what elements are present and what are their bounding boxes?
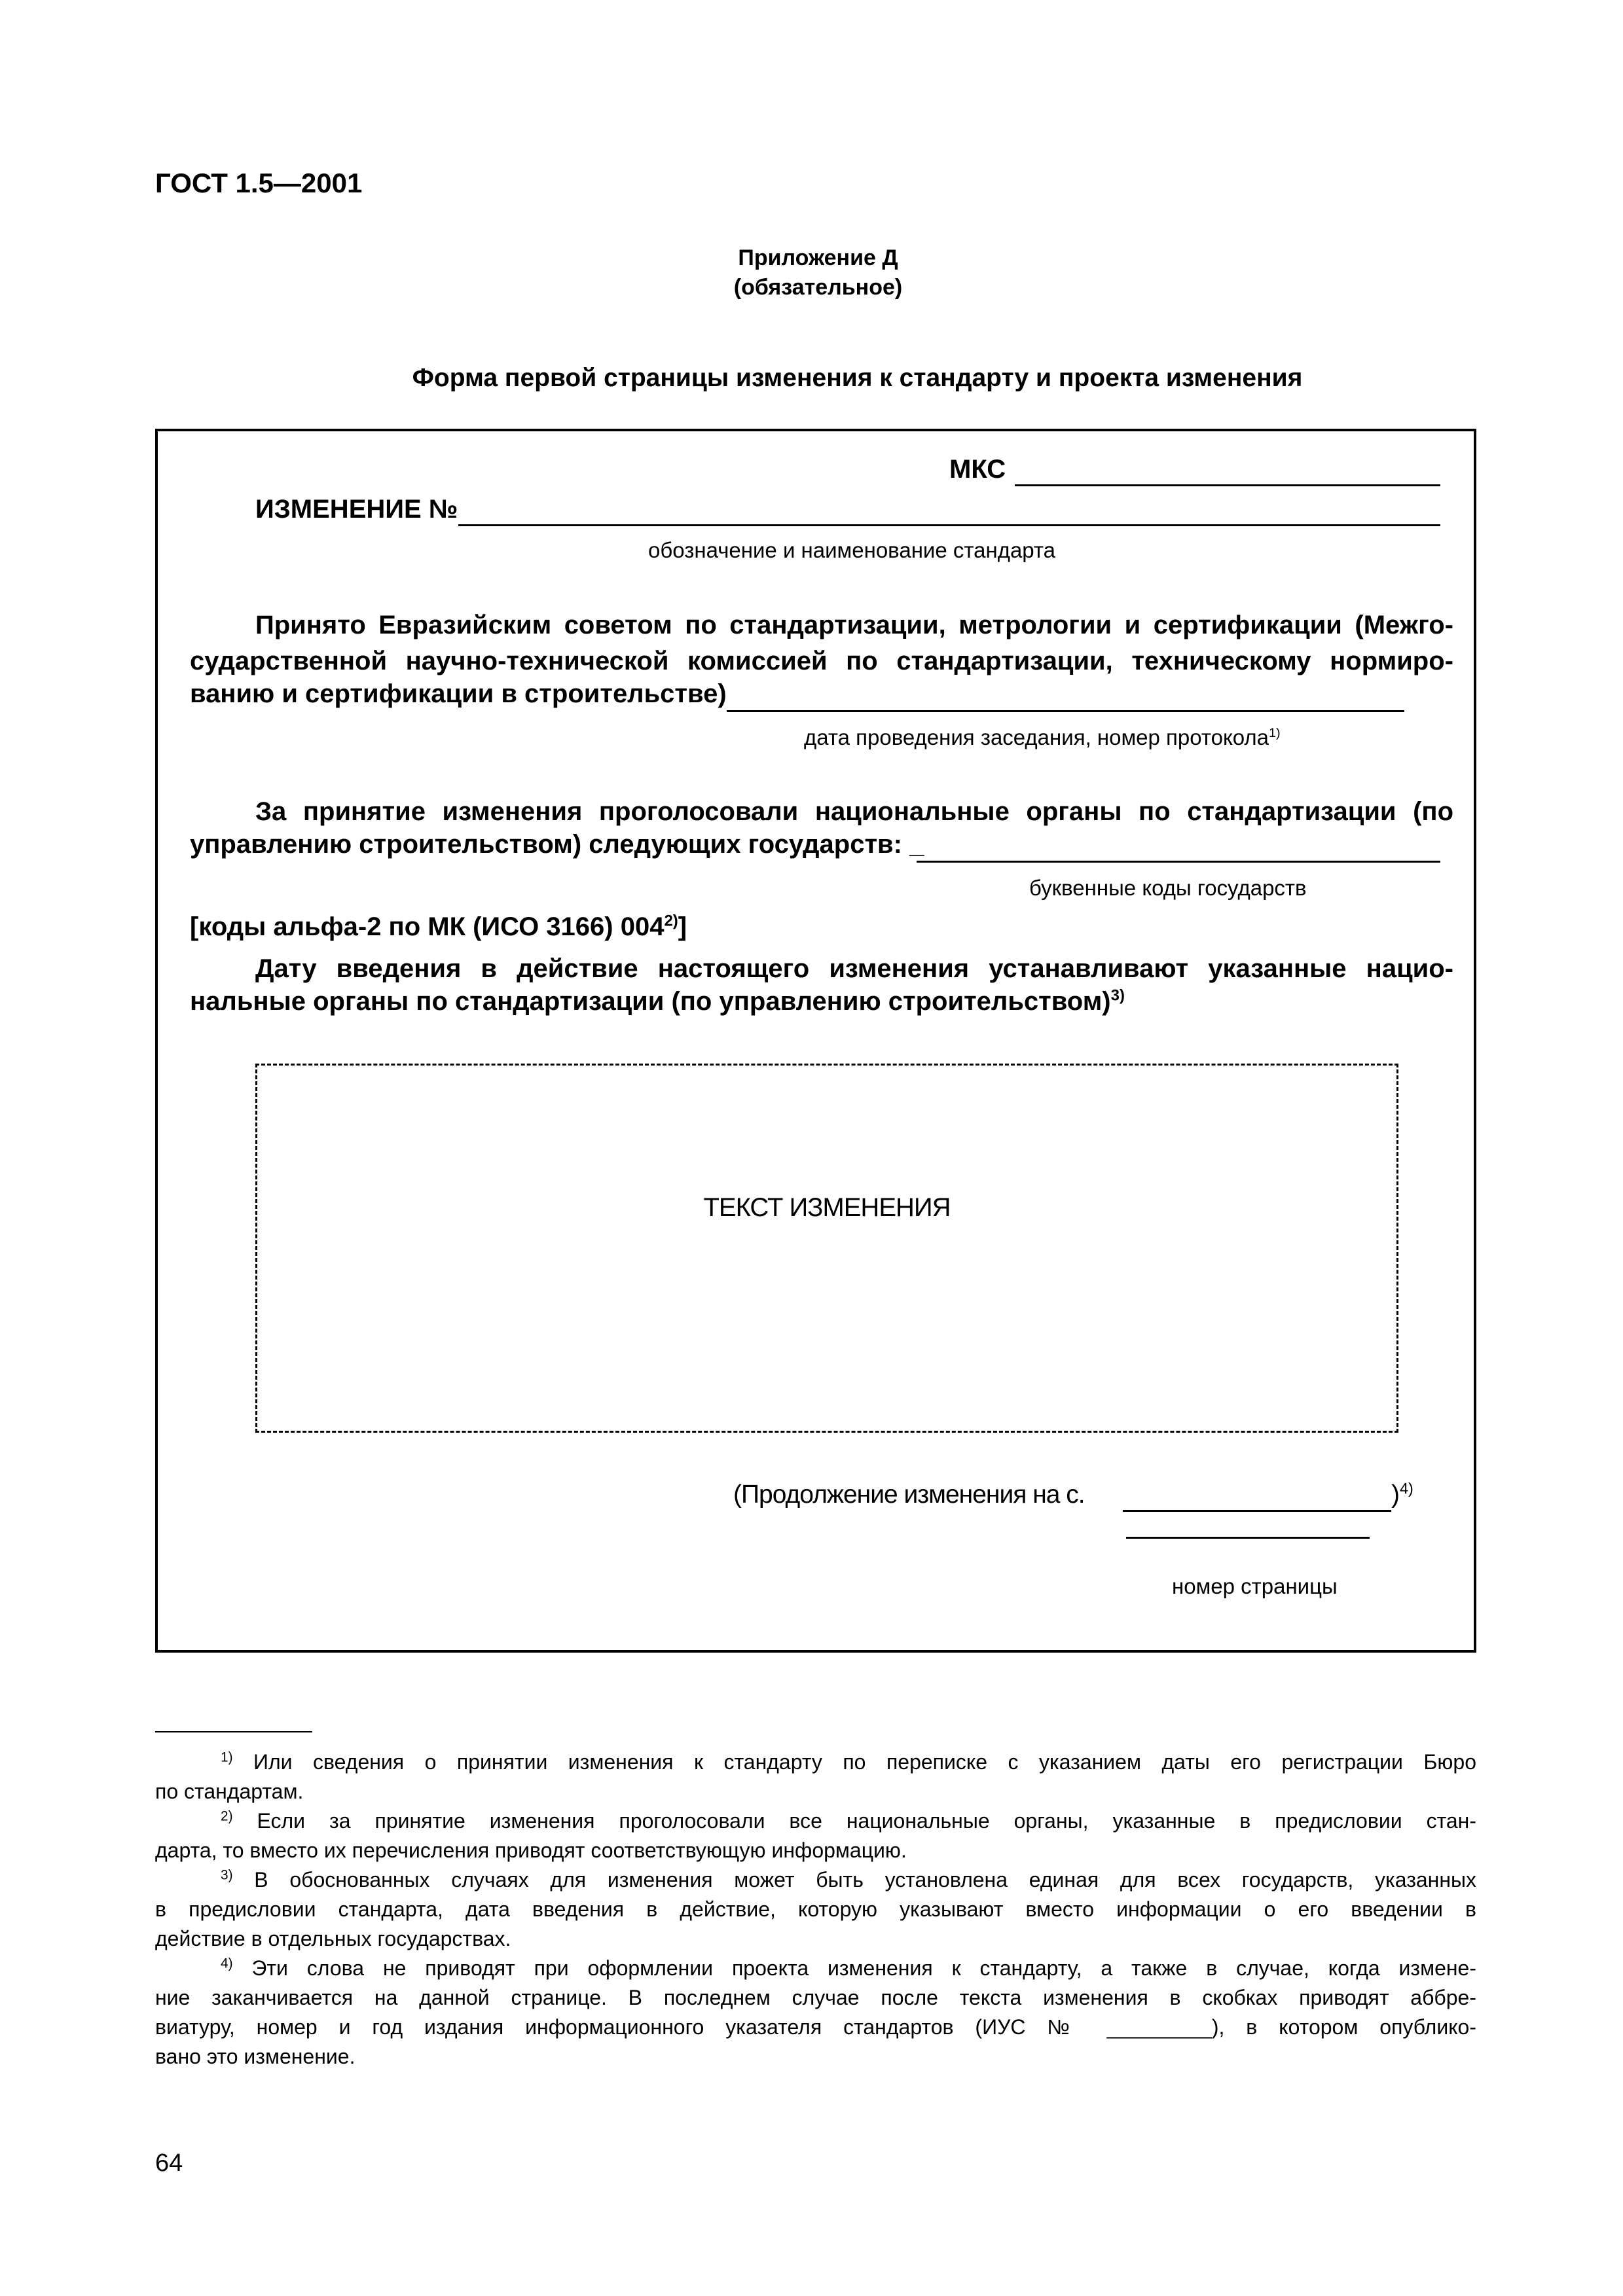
form-title: Форма первой страницы изменения к стандарту и проекта изменения	[412, 364, 1303, 392]
footnote-4	[155, 1954, 1476, 2072]
page-number: 64	[155, 2149, 183, 2177]
meeting-date-field[interactable]	[727, 681, 1404, 712]
voting-paragraph	[190, 794, 1453, 830]
footnote-3-line-2: в предисловии стандарта, дата введения в действие, которую указывают вместо информации о его введении в	[155, 1897, 1476, 1921]
standard-designation-field[interactable]	[458, 495, 1440, 526]
change-text-box	[255, 1064, 1398, 1433]
footnote-3-line-1: В обоснованных случаях для изменения может быть установлена единая для всех государств, указанных	[254, 1868, 1476, 1892]
page-number-caption: номер страницы	[1172, 1574, 1338, 1598]
continuation-close: )$^{4)}$	[1391, 1480, 1413, 1509]
footnote-2-line-2: дарта, то вместо их перечисления приводят соответствующую информацию.	[155, 1839, 907, 1862]
mks-label: МКС	[949, 455, 1006, 484]
effective-date-line-2: нальные органы по стандартизации (по управлению строительством)$^{3)}$	[190, 986, 1125, 1016]
change-number-label: ИЗМЕНЕНИЕ №	[255, 495, 458, 524]
document-code: ГОСТ 1.5—2001	[155, 168, 363, 198]
effective-date-paragraph	[190, 951, 1453, 987]
footnote-3	[155, 1865, 1476, 1954]
footnote-2-line-1: Если за принятие изменения проголосовали все национальные органы, указанные в предисловии стан-	[257, 1809, 1477, 1833]
footnote-4-mark: 4)	[221, 1956, 233, 1971]
appendix-title: Приложение Д	[738, 245, 898, 270]
adoption-line-1: Принято Евразийским советом по стандартизации, метрологии и сертификации (Межго-	[255, 611, 1453, 639]
footnote-1-mark: 1)	[221, 1749, 233, 1765]
continuation-label: (Продолжение изменения на с.	[733, 1480, 1085, 1509]
footnote-2	[155, 1806, 1476, 1865]
footnote-4-line-4: вано это изменение.	[155, 2045, 356, 2068]
country-codes-caption: буквенные коды государств	[1029, 876, 1307, 900]
footnote-4-line-1: Эти слова не приводят при оформлении проекта изменения к стандарту, а также в случае, когда измене-	[251, 1956, 1477, 1980]
page-number-line	[1126, 1537, 1370, 1539]
footnote-3-mark: 3)	[221, 1867, 233, 1883]
footnote-separator	[155, 1731, 312, 1732]
adoption-paragraph	[190, 607, 1453, 679]
mks-field[interactable]	[1015, 455, 1440, 486]
adoption-line-3: ванию и сертификации в строительстве)	[190, 679, 727, 708]
voting-line-1: За принятие изменения проголосовали национальные органы по стандартизации (по	[255, 797, 1453, 826]
footnote-4-line-3: виатуру, номер и год издания информационного указателя стандартов (ИУС № _________), в котором опублико-	[155, 2015, 1476, 2039]
continuation-page-field[interactable]	[1123, 1480, 1391, 1512]
adoption-line-2: сударственной научно-технической комиссией по стандартизации, техническому нормиро-	[190, 647, 1453, 675]
alpha2-codes-note: [коды альфа-2 по МК (ИСО 3166) 004$^{2)}$]	[190, 912, 687, 941]
country-codes-field[interactable]	[917, 831, 1440, 863]
standard-designation-caption: обозначение и наименование стандарта	[648, 538, 1056, 562]
change-text-placeholder: ТЕКСТ ИЗМЕНЕНИЯ	[703, 1193, 951, 1222]
effective-date-line-1: Дату введения в действие настоящего изменения устанавливают указанные нацио-	[255, 954, 1453, 983]
footnote-1-line-1: Или сведения о принятии изменения к стандарту по переписке с указанием даты его регистрации Бюро	[253, 1750, 1477, 1774]
meeting-date-caption: дата проведения заседания, номер протокола$^{1)}$	[804, 725, 1281, 749]
appendix-status: (обязательное)	[733, 275, 903, 300]
footnote-2-mark: 2)	[221, 1808, 233, 1824]
voting-line-2: управлению строительством) следующих государств: _	[190, 830, 924, 859]
footnote-3-line-3: действие в отдельных государствах.	[155, 1927, 511, 1950]
footnote-1	[155, 1748, 1476, 1806]
footnote-4-line-2: ние заканчивается на данной странице. В последнем случае после текста изменения в скобках приводят аббре-	[155, 1986, 1476, 2009]
footnote-1-line-2: по стандартам.	[155, 1780, 304, 1803]
